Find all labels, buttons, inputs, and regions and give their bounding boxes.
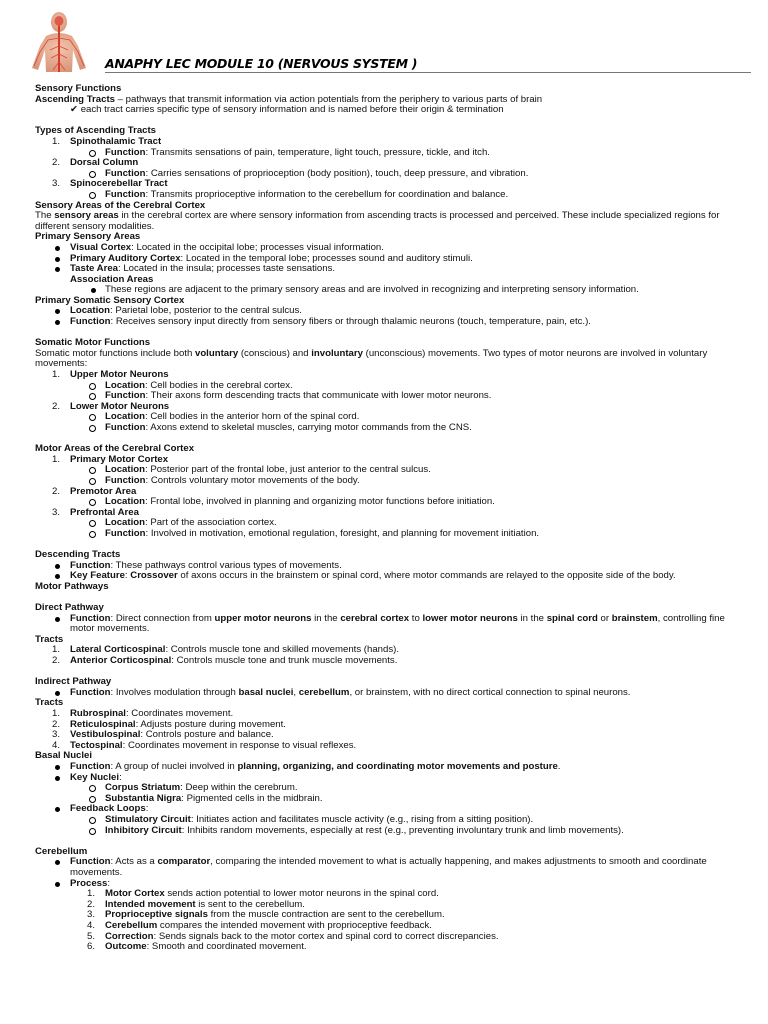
bold-text: involuntary — [311, 347, 363, 359]
bold-text: Primary Somatic Sensory Cortex — [35, 294, 185, 306]
bold-text: Taste Area — [70, 263, 118, 275]
circle-bullet-icon — [89, 520, 96, 527]
text: : Involved in motivation, emotional regulation, foresight, and planning for movement initiation. — [145, 527, 540, 539]
text: : Located in the occipital lobe; processes visual information. — [131, 241, 384, 253]
text: : Sends signals back to the motor cortex and spinal cord to correct discrepancies. — [153, 930, 499, 942]
bold-text: Motor Pathways — [35, 580, 109, 592]
bullet-item — [35, 762, 735, 773]
bold-text: Key Feature — [70, 570, 125, 582]
list-number: 1. — [52, 135, 61, 147]
bold-text: Reticulospinal — [70, 718, 136, 730]
bold-text: Spinocerebellar Tract — [70, 178, 168, 190]
text: is sent to the cerebellum. — [195, 898, 305, 910]
bold-text: Function — [70, 559, 111, 571]
text: : Initiates action and facilitates muscle activity (e.g., rising from a sitting position). — [190, 813, 534, 825]
circle-bullet-icon — [89, 796, 96, 803]
bullet-icon — [55, 246, 60, 251]
paragraph — [35, 211, 735, 232]
bold-text: Substantia Nigra — [105, 792, 182, 804]
text: : Inhibits random movements, especially at rest (e.g., preventing involuntary trunk and limb movements). — [181, 824, 624, 836]
bold-text: Function — [70, 316, 111, 328]
header-divider — [105, 72, 751, 73]
list-number: 5. — [87, 930, 96, 942]
text: : Smooth and coordinated movement. — [146, 941, 307, 953]
bold-text: Tracts — [35, 697, 64, 709]
bullet-item — [35, 857, 735, 878]
text: : — [124, 570, 131, 582]
list-number: 1. — [87, 888, 96, 900]
bold-text: spinal cord — [546, 612, 598, 624]
bold-text: Feedback Loops — [70, 803, 146, 815]
text: The — [35, 210, 55, 222]
numbered-item — [35, 741, 735, 752]
circle-bullet-icon — [89, 171, 96, 178]
bold-text: Correction — [105, 930, 154, 942]
bold-text: Association Areas — [70, 273, 154, 285]
circle-bullet-icon — [89, 383, 96, 390]
bold-text: Spinothalamic Tract — [70, 135, 162, 147]
text: : Located in the insula; processes taste sensations. — [118, 263, 336, 275]
page-header — [24, 10, 744, 72]
circle-bullet-icon — [89, 150, 96, 157]
text: : Transmits sensations of pain, temperature, light touch, pressure, tickle, and itch. — [145, 146, 490, 158]
text: : Controls voluntary motor movements of the body. — [145, 474, 360, 486]
bold-text: Ascending Tracts — [35, 93, 115, 105]
bullet-icon — [55, 320, 60, 325]
nervous-system-illustration — [24, 10, 94, 72]
bold-text: Premotor Area — [70, 485, 137, 497]
bold-text: Inhibitory Circuit — [105, 824, 182, 836]
list-number: 4. — [52, 739, 61, 751]
text: or — [597, 612, 612, 624]
bullet-item — [35, 317, 735, 328]
text: : Controls posture and balance. — [140, 729, 274, 741]
bold-text: Indirect Pathway — [35, 676, 112, 688]
bold-text: brainstem — [611, 612, 658, 624]
sub-bullet-item — [35, 476, 735, 487]
bullet-icon — [55, 765, 60, 770]
bold-text: Function — [105, 167, 146, 179]
list-number: 1. — [52, 453, 61, 465]
bold-text: Vestibulospinal — [70, 729, 141, 741]
text: sends action potential to lower motor neurons in the spinal cord. — [164, 888, 439, 900]
bold-text: cerebral cortex — [340, 612, 410, 624]
text: : These pathways control various types of movements. — [110, 559, 342, 571]
bullet-icon — [55, 807, 60, 812]
circle-bullet-icon — [89, 828, 96, 835]
list-number: 3. — [52, 178, 61, 190]
sub-bullet-item — [35, 826, 735, 837]
text: : Frontal lobe, involved in planning and organizing motor functions before initiation. — [144, 496, 495, 508]
bold-text: Visual Cortex — [70, 241, 132, 253]
text: , — [293, 686, 299, 698]
text: in the cerebral cortex are where sensory information from ascending tracts is processed and perceived. These include specialized regions for different sensory modalities. — [35, 210, 720, 232]
bullet-item — [35, 264, 735, 275]
check-item — [35, 105, 735, 116]
text: in the — [517, 612, 547, 624]
bold-text: Location — [105, 464, 145, 476]
bold-text: Key Nuclei — [70, 771, 120, 783]
bullet-icon — [55, 574, 60, 579]
sub-bullet-item — [35, 285, 735, 296]
circle-bullet-icon — [89, 478, 96, 485]
bullet-icon — [91, 288, 96, 293]
bold-text: Motor Areas of the Cerebral Cortex — [35, 443, 195, 455]
bold-text: Crossover — [130, 570, 178, 582]
spacer — [35, 540, 735, 551]
bold-text: Sensory Functions — [35, 83, 122, 94]
document-body — [35, 84, 735, 953]
text: : Carries sensations of proprioception (body position), touch, deep pressure, and vibration. — [145, 167, 529, 179]
bold-text: Primary Sensory Areas — [35, 231, 141, 243]
text: from the muscle contraction are sent to the cerebellum. — [207, 909, 445, 921]
bold-text: Upper Motor Neurons — [70, 369, 169, 381]
bold-text: Primary Motor Cortex — [70, 453, 169, 465]
bullet-icon — [55, 267, 60, 272]
paragraph — [35, 349, 735, 370]
text: : Axons extend to skeletal muscles, carrying motor commands from the CNS. — [145, 422, 472, 433]
bold-text: Function — [105, 474, 146, 486]
text: , or brainstem, with no direct cortical connection to spinal neurons. — [349, 686, 631, 698]
bold-text: Outcome — [105, 941, 147, 953]
text: : — [107, 877, 111, 889]
bullet-icon — [55, 257, 60, 262]
bold-text: Location — [70, 305, 110, 317]
section-heading — [35, 582, 735, 593]
bold-text: Direct Pathway — [35, 602, 104, 614]
bullet-item — [35, 688, 735, 699]
bullet-icon — [55, 691, 60, 696]
bullet-icon — [55, 776, 60, 781]
spacer — [35, 593, 735, 604]
bold-text: Types of Ascending Tracts — [35, 125, 157, 137]
bold-text: Tracts — [35, 633, 64, 645]
bold-text: cerebellum — [298, 686, 350, 698]
text: , comparing the intended movement to what is actually happening, and makes adjustments to smooth and coordinate movements. — [70, 856, 707, 878]
text: : Cell bodies in the anterior horn of the spinal cord. — [144, 411, 360, 423]
text: to — [409, 612, 423, 624]
list-number: 1. — [52, 369, 61, 381]
circle-bullet-icon — [89, 393, 96, 400]
list-number: 3. — [52, 729, 61, 741]
text: : Part of the association cortex. — [144, 517, 277, 529]
circle-bullet-icon — [89, 817, 96, 824]
text: : Their axons form descending tracts that communicate with lower motor neurons. — [145, 390, 492, 402]
page-title: ANAPHY LEC MODULE 10 (NERVOUS SYSTEM ) — [105, 56, 418, 71]
bold-text: Tectospinal — [70, 739, 123, 751]
text: : Parietal lobe, posterior to the central sulcus. — [109, 305, 302, 317]
bold-text: Rubrospinal — [70, 708, 126, 720]
bold-text: Lower Motor Neurons — [70, 400, 170, 412]
bold-text: Cerebellum — [105, 919, 158, 931]
circle-bullet-icon — [89, 414, 96, 421]
circle-bullet-icon — [89, 467, 96, 474]
bold-text: Function — [70, 856, 111, 868]
bold-text: sensory areas — [54, 210, 119, 222]
circle-bullet-icon — [89, 531, 96, 538]
bold-text: planning, organizing, and coordinating motor movements and posture — [237, 761, 558, 772]
bold-text: Somatic Motor Functions — [35, 337, 151, 349]
text: : Located in the temporal lobe; processes sound and auditory stimuli. — [180, 252, 473, 264]
circle-bullet-icon — [89, 499, 96, 506]
list-number: 3. — [52, 506, 61, 518]
circle-bullet-icon — [89, 425, 96, 432]
bold-text: Function — [70, 761, 111, 772]
text: : Direct connection from — [110, 612, 215, 624]
text: : Posterior part of the frontal lobe, just anterior to the central sulcus. — [144, 464, 431, 476]
circle-bullet-icon — [89, 192, 96, 199]
text: , controlling fine motor movements. — [70, 612, 725, 635]
text: in the — [311, 612, 341, 624]
bold-text: Location — [105, 411, 145, 423]
text: : Controls muscle tone and trunk muscle movements. — [171, 655, 398, 667]
bold-text: Prefrontal Area — [70, 506, 139, 518]
sub-bullet-item — [35, 148, 735, 159]
bold-text: Location — [105, 379, 145, 391]
text: : Coordinates movement. — [125, 708, 234, 720]
bold-text: Function — [70, 686, 111, 698]
bold-text: Function — [70, 612, 111, 624]
sub-bullet-item — [35, 190, 735, 201]
bold-text: basal nuclei — [238, 686, 294, 698]
bold-text: Function — [105, 422, 146, 433]
list-number: 2. — [52, 157, 61, 169]
text: These regions are adjacent to the primary sensory areas and are involved in recognizing and interpreting sensory information. — [105, 284, 639, 296]
text: : Pigmented cells in the midbrain. — [181, 792, 323, 804]
bold-text: Location — [105, 517, 145, 529]
list-number: 1. — [52, 708, 61, 720]
text: – pathways that transmit information via action potentials from the periphery to various parts of brain — [114, 93, 543, 105]
spacer — [35, 836, 735, 847]
text: : Deep within the cerebrum. — [180, 782, 298, 794]
list-number: 6. — [87, 941, 96, 953]
text: : Transmits proprioceptive information to the cerebellum for coordination and balance. — [145, 188, 509, 200]
list-number: 3. — [87, 909, 96, 921]
text: : Cell bodies in the cerebral cortex. — [144, 379, 293, 391]
bold-text: Corpus Striatum — [105, 782, 181, 794]
text: (unconscious) movements. Two types of motor neurons are involved in voluntary movements: — [35, 347, 708, 370]
bold-text: Sensory Areas of the Cerebral Cortex — [35, 199, 206, 211]
list-number: 2. — [52, 718, 61, 730]
text: : Coordinates movement in response to visual reflexes. — [122, 739, 357, 751]
spacer — [35, 667, 735, 678]
text: Somatic motor functions include both — [35, 347, 195, 359]
bullet-icon — [55, 617, 60, 622]
bullet-item — [35, 571, 735, 582]
text: ✔ each tract carries specific type of sensory information and is named before their origin & termination — [70, 104, 504, 116]
list-number: 1. — [52, 644, 61, 656]
bold-text: Anterior Corticospinal — [70, 655, 172, 667]
bold-text: lower motor neurons — [422, 612, 518, 624]
bold-text: Descending Tracts — [35, 549, 121, 561]
sub-bullet-item — [35, 529, 735, 540]
sub-bullet-item — [35, 423, 735, 434]
list-number: 2. — [52, 485, 61, 497]
bold-text: upper motor neurons — [214, 612, 312, 624]
list-number: 2. — [52, 400, 61, 412]
bold-text: Motor Cortex — [105, 888, 165, 900]
list-number: 4. — [87, 919, 96, 931]
text: . — [557, 761, 561, 772]
bold-text: Function — [105, 146, 146, 158]
bold-text: Proprioceptive signals — [105, 909, 208, 921]
bold-text: Lateral Corticospinal — [70, 644, 166, 656]
bold-text: Location — [105, 496, 145, 508]
text: : A group of nuclei involved in — [110, 761, 238, 772]
bold-text: Function — [105, 188, 146, 200]
bold-text: Basal Nuclei — [35, 750, 93, 762]
text: : Acts as a — [110, 856, 158, 868]
text: : Involves modulation through — [110, 686, 239, 698]
bullet-icon — [55, 564, 60, 569]
bullet-item — [35, 614, 735, 635]
bold-text: comparator — [157, 856, 211, 868]
text: : Adjusts posture during movement. — [135, 718, 286, 730]
list-number: 2. — [52, 655, 61, 667]
text: compares the intended movement with proprioceptive feedback. — [157, 919, 432, 931]
numbered-item — [35, 656, 735, 667]
text: : Receives sensory input directly from sensory fibers or through thalamic neurons (touch, temperature, pain, etc.). — [110, 316, 591, 328]
bold-text: Function — [105, 527, 146, 539]
text: (conscious) and — [238, 347, 312, 359]
bold-text: Function — [105, 390, 146, 402]
list-number: 2. — [87, 898, 96, 910]
text: : — [119, 771, 122, 783]
bullet-icon — [55, 309, 60, 314]
bold-text: Dorsal Column — [70, 157, 139, 169]
numbered-subitem — [35, 942, 735, 953]
bold-text: Stimulatory Circuit — [105, 813, 191, 825]
bold-text: Intended movement — [105, 898, 196, 910]
bold-text: voluntary — [194, 347, 239, 359]
bold-text: Cerebellum — [35, 845, 88, 857]
sub-bullet-item — [35, 497, 735, 508]
bullet-icon — [55, 860, 60, 865]
text: : — [145, 803, 149, 815]
text: : Controls muscle tone and skilled movements (hands). — [165, 644, 399, 656]
bold-text: Process — [70, 877, 108, 889]
text: of axons occurs in the brainstem or spinal cord, where motor commands are relayed to the opposite side of the body. — [177, 570, 676, 582]
circle-bullet-icon — [89, 785, 96, 792]
bold-text: Primary Auditory Cortex — [70, 252, 181, 264]
bullet-icon — [55, 882, 60, 887]
